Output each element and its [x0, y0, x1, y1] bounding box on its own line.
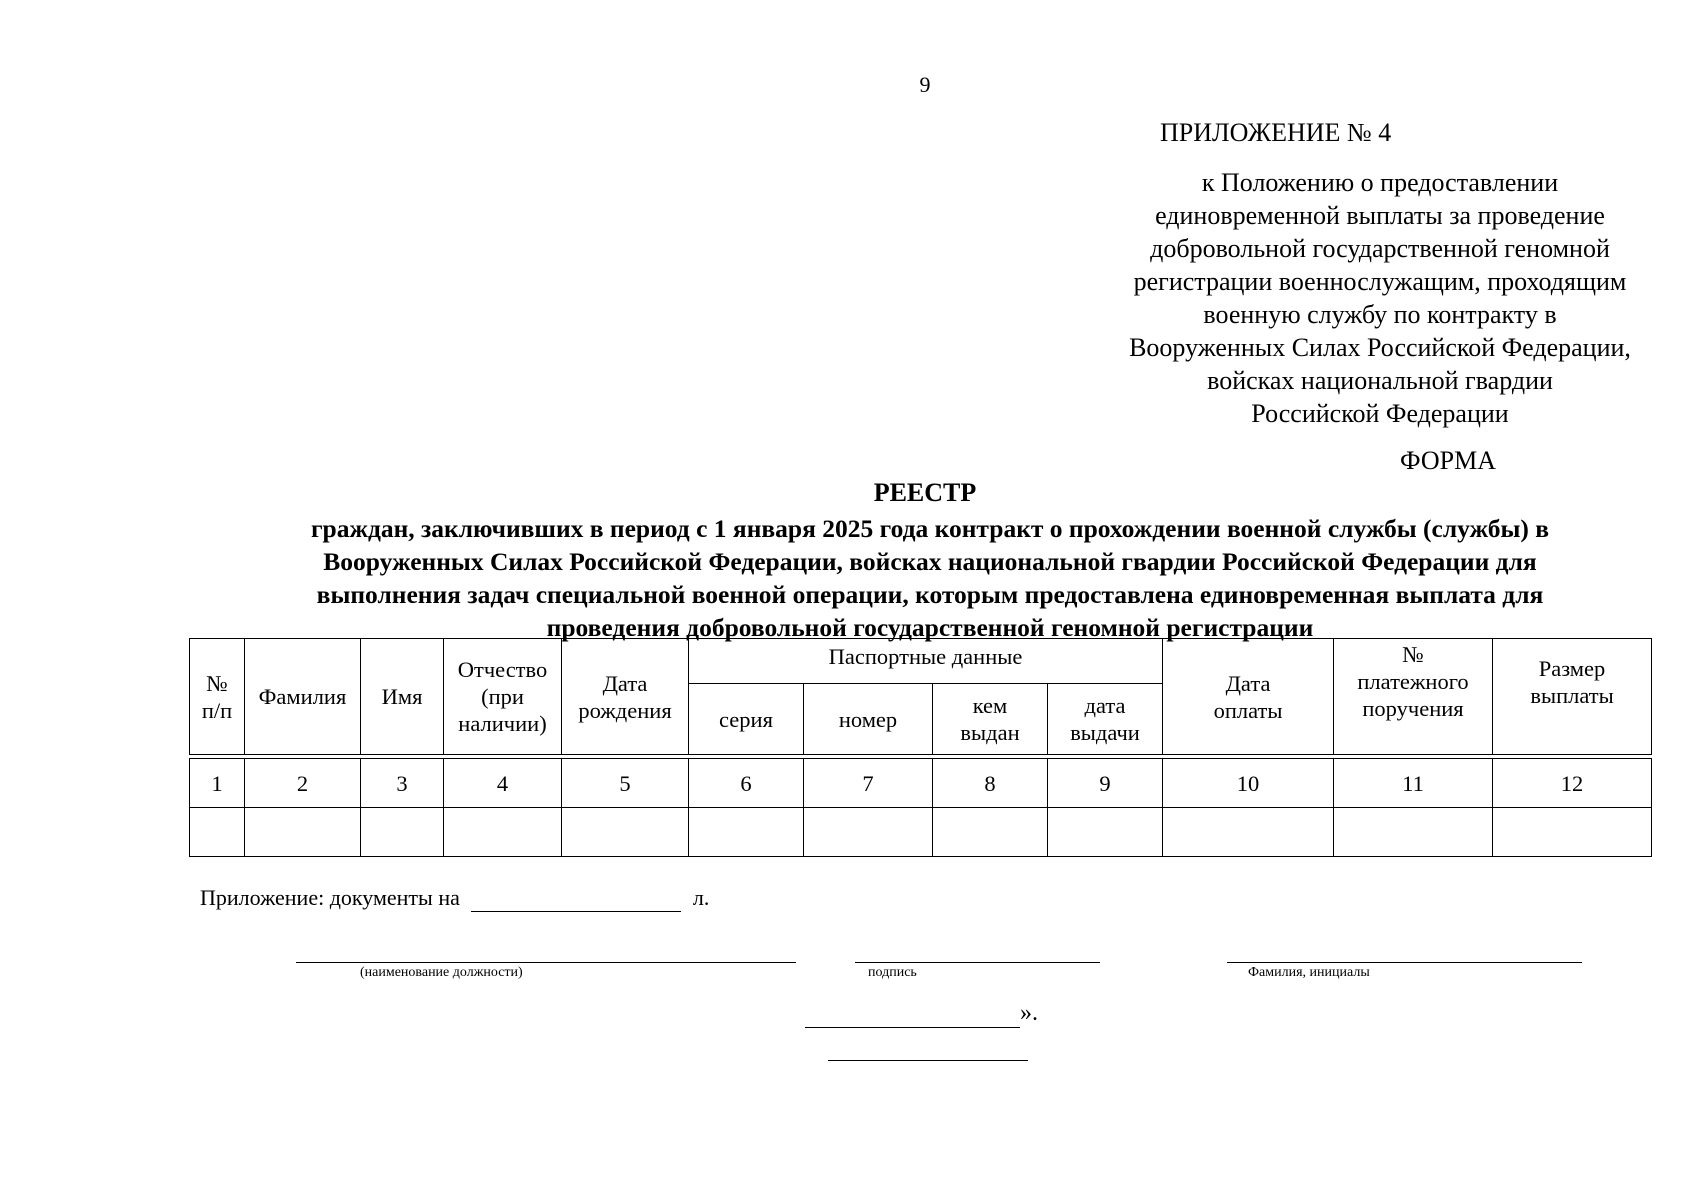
- position-caption: (наименование должности): [360, 965, 523, 980]
- column-number: 12: [1493, 759, 1652, 808]
- registry-table: [189, 638, 1652, 857]
- closing-mark: ».: [1020, 1000, 1038, 1026]
- header-birth-date: Дата рождения: [562, 639, 689, 755]
- empty-cell[interactable]: [562, 808, 689, 857]
- appendix-line: к Положению о предоставлении: [1201, 168, 1559, 197]
- appendix-line: войсках национальной гвардии: [1207, 366, 1553, 395]
- empty-cell[interactable]: [444, 808, 562, 857]
- registry-subheading-line: выполнения задач специальной военной операции, которым предоставлена единовременная выплата для: [316, 580, 1544, 609]
- empty-cell[interactable]: [1334, 808, 1493, 857]
- form-label: ФОРМА: [1400, 446, 1496, 475]
- empty-cell[interactable]: [689, 808, 804, 857]
- closing-line: [805, 1000, 1038, 1028]
- empty-cell[interactable]: [933, 808, 1048, 857]
- empty-cell[interactable]: [361, 808, 444, 857]
- appendix-line: добровольной государственной геномной: [1150, 234, 1610, 263]
- column-number: 1: [190, 759, 245, 808]
- header-name: Имя: [361, 639, 444, 755]
- header-passport-number: номер: [804, 684, 933, 755]
- position-line[interactable]: [296, 962, 796, 963]
- header-passport-issue-date: дата выдачи: [1048, 684, 1163, 755]
- name-line[interactable]: [1227, 962, 1582, 963]
- column-number: 3: [361, 759, 444, 808]
- page-number: 9: [919, 72, 931, 97]
- attachment-prefix: Приложение: документы на: [200, 885, 460, 910]
- header-patronymic: Отчество (при наличии): [444, 639, 562, 755]
- appendix-line: Российской Федерации: [1251, 399, 1509, 428]
- header-num: № п/п: [190, 639, 245, 755]
- appendix-text: [1080, 166, 1680, 430]
- column-number: 8: [933, 759, 1048, 808]
- header-passport-group: Паспортные данные: [689, 639, 1163, 684]
- attachment-line: [200, 885, 709, 912]
- column-number: 11: [1334, 759, 1493, 808]
- appendix-line: Вооруженных Силах Российской Федерации,: [1129, 333, 1631, 362]
- appendix-line: регистрации военнослужащим, проходящим: [1133, 267, 1627, 296]
- header-surname: Фамилия: [245, 639, 361, 755]
- empty-cell[interactable]: [1163, 808, 1334, 857]
- column-number: 9: [1048, 759, 1163, 808]
- appendix-title: ПРИЛОЖЕНИЕ № 4: [1160, 118, 1392, 147]
- header-payment-date: Дата оплаты: [1163, 639, 1334, 755]
- empty-cell[interactable]: [190, 808, 245, 857]
- empty-cell[interactable]: [804, 808, 933, 857]
- header-passport-series: серия: [689, 684, 804, 755]
- empty-cell[interactable]: [1048, 808, 1163, 857]
- column-number: 5: [562, 759, 689, 808]
- header-passport-issued-by: кем выдан: [933, 684, 1048, 755]
- column-number: 7: [804, 759, 933, 808]
- table-row-empty: [190, 808, 1652, 857]
- appendix-line: военную службу по контракту в: [1203, 300, 1557, 329]
- signature-line[interactable]: [855, 962, 1100, 963]
- attachment-pages-blank[interactable]: [471, 885, 681, 912]
- registry-subheading-line: Вооруженных Силах Российской Федерации, войсках национальной гвардии Российской Федерации для: [323, 547, 1537, 576]
- table-row-column-numbers: [190, 759, 1652, 808]
- closing-blank[interactable]: [805, 1000, 1020, 1028]
- attachment-suffix: л.: [692, 885, 710, 910]
- signature-caption: подпись: [868, 965, 917, 980]
- registry-subheading: [220, 512, 1640, 644]
- registry-subheading-line: проведения добровольной государственной геномной регистрации: [546, 613, 1314, 642]
- empty-cell[interactable]: [245, 808, 361, 857]
- registry-subheading-line: граждан, заключивших в период с 1 января 2025 года контракт о прохождении военной службы (службы) в: [310, 514, 1550, 543]
- empty-cell[interactable]: [1493, 808, 1652, 857]
- name-caption: Фамилия, инициалы: [1248, 965, 1370, 980]
- header-payment-amount: Размер выплаты: [1493, 639, 1652, 755]
- header-payment-order: № платежного поручения: [1334, 639, 1493, 755]
- registry-heading: РЕЕСТР: [873, 478, 977, 507]
- column-number: 2: [245, 759, 361, 808]
- appendix-line: единовременной выплаты за проведение: [1155, 201, 1605, 230]
- column-number: 4: [444, 759, 562, 808]
- column-number: 6: [689, 759, 804, 808]
- column-number: 10: [1163, 759, 1334, 808]
- bottom-line: [828, 1060, 1028, 1061]
